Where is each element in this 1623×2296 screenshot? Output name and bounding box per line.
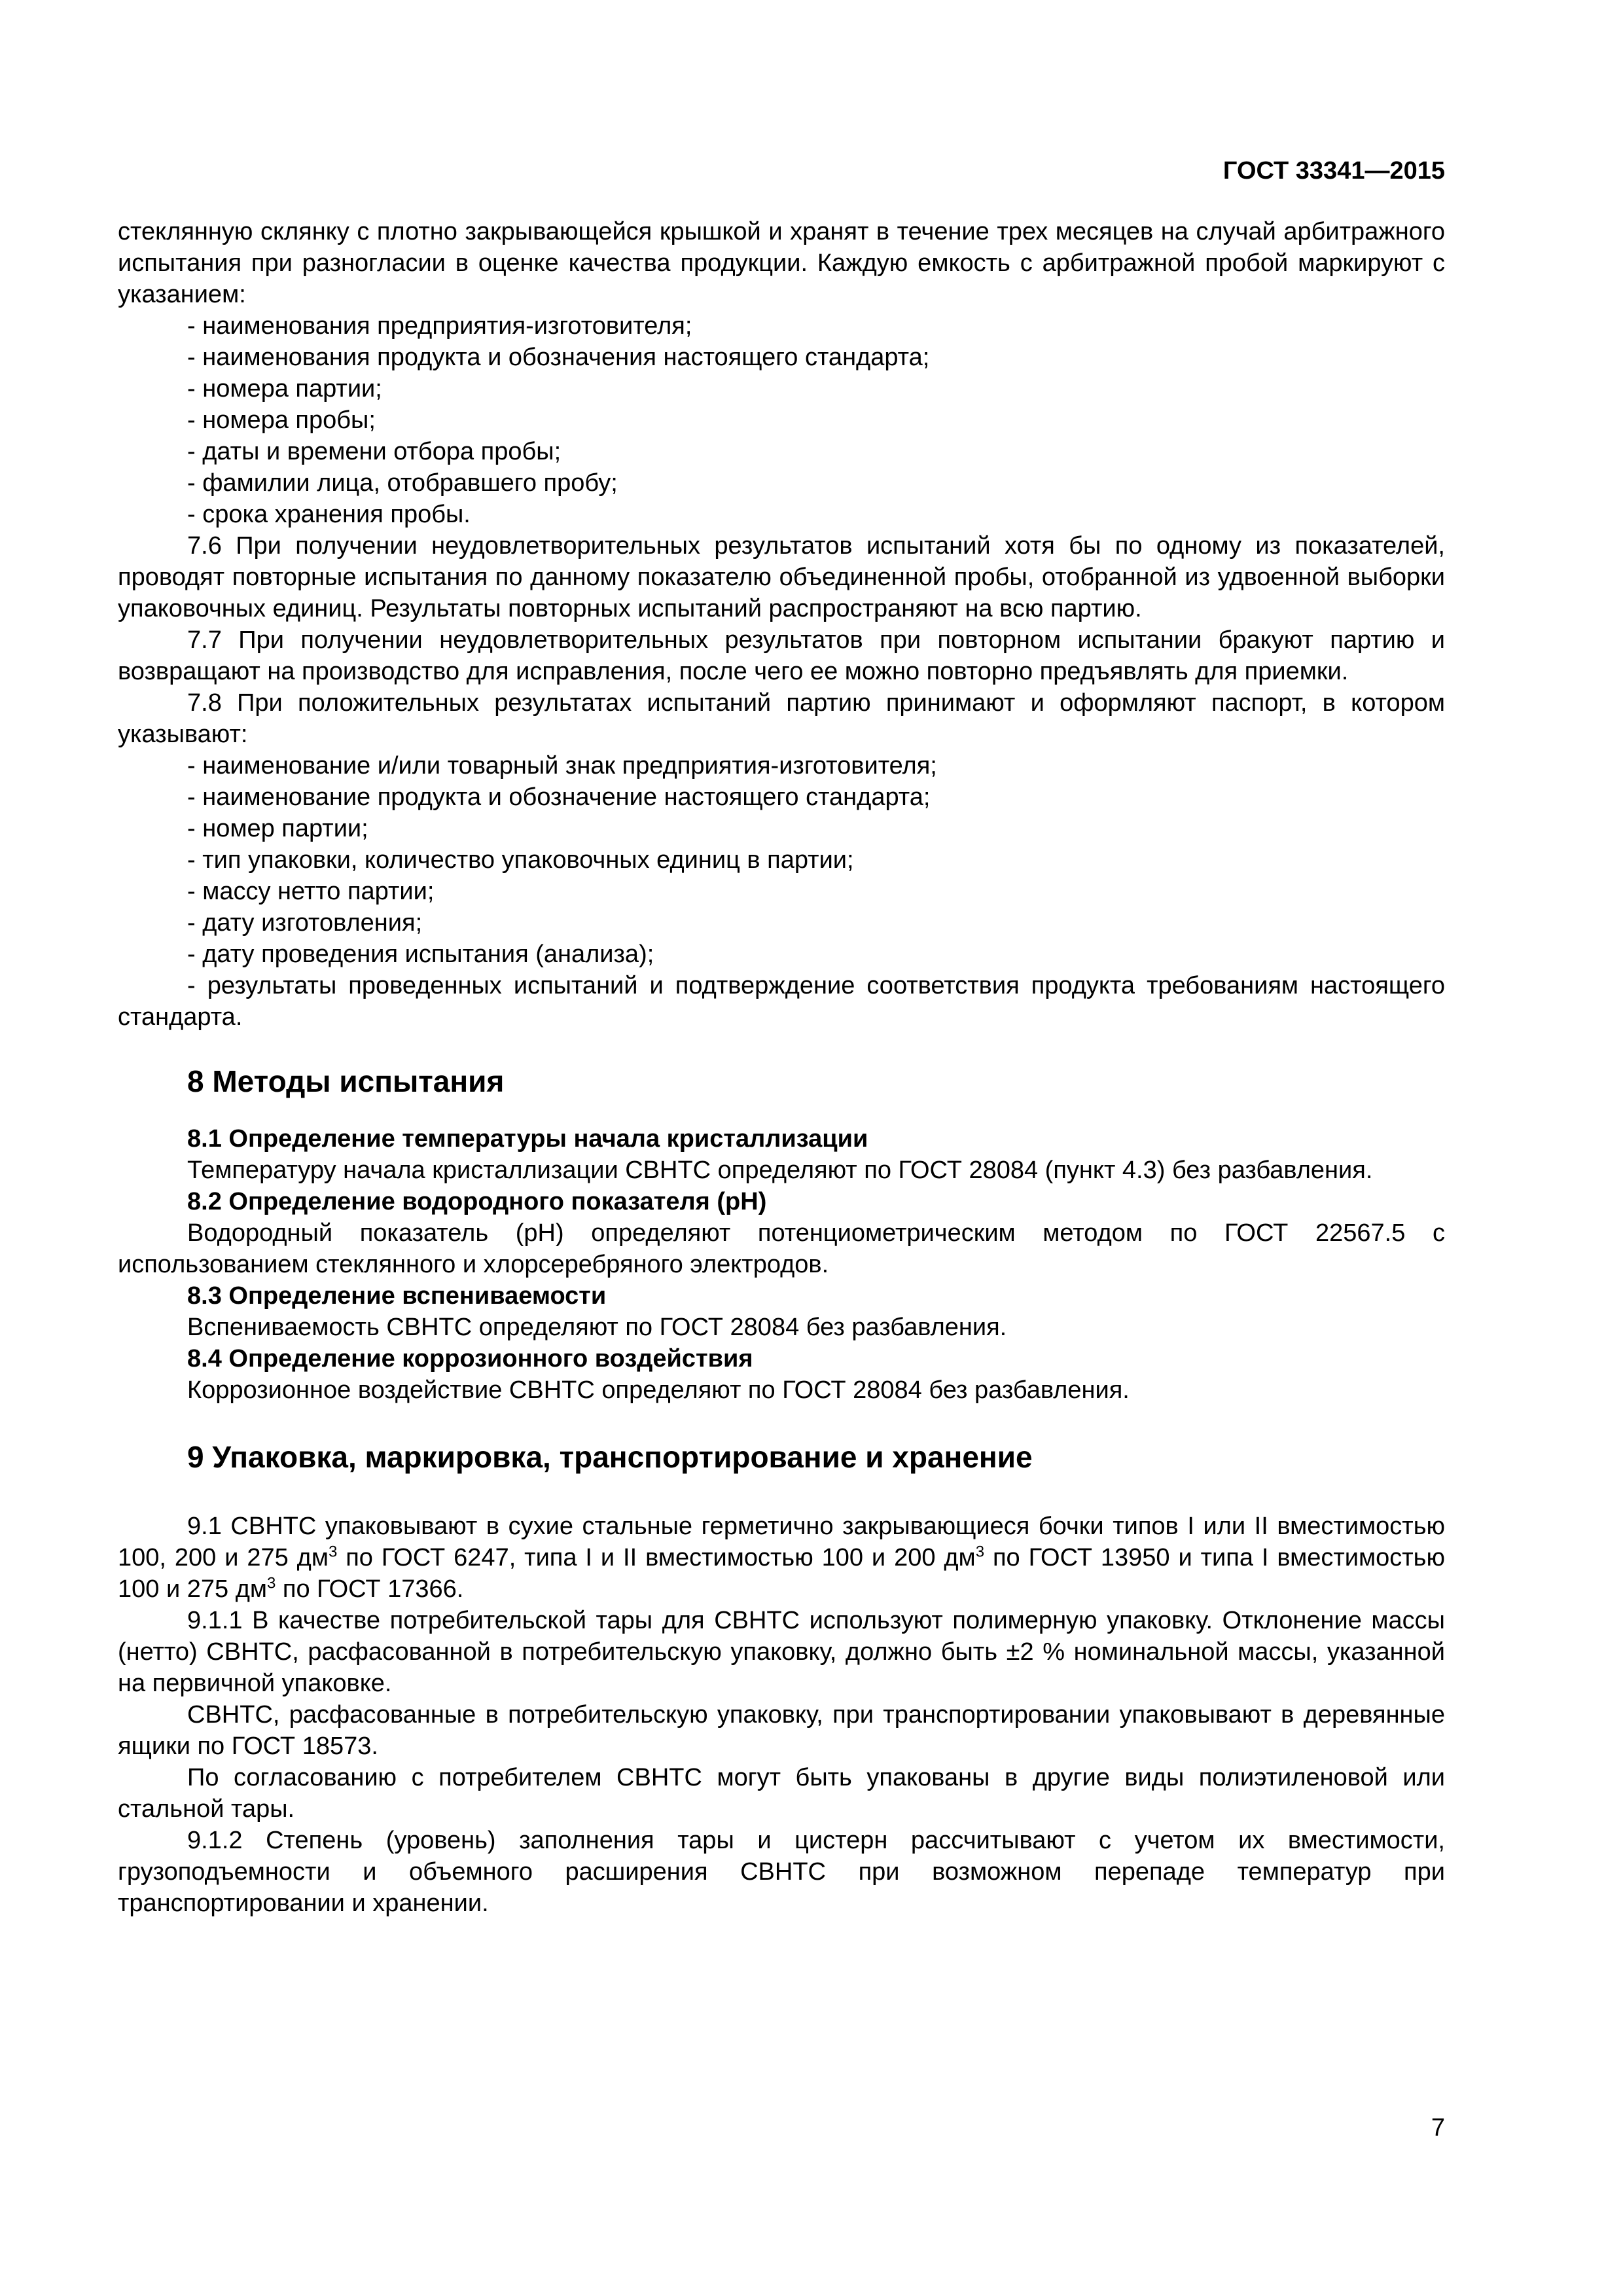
clause-9-1-1: 9.1.1 В качестве потребительской тары для СВНТС используют полимерную упаковку. Отклонение массы (нетто) СВНТС, расфасованной в потребительскую упаковку, должно быть ±2 % номинальной массы, указанной на первичной упаковке. [118, 1607, 1445, 1697]
clause-9-1 [118, 1511, 1445, 1605]
clause-7-7: 7.7 При получении неудовлетворительных результатов при повторном испытании бракуют партию и возвращают на производство для исправления, после чего ее можно повторно предъявлять для приемки. [118, 626, 1445, 685]
subsection-8-2-title: 8.2 Определение водородного показателя (pH) [187, 1188, 767, 1215]
subsection-8-1-text: Температуру начала кристаллизации СВНТС определяют по ГОСТ 28084 (пункт 4.3) без разбавления. [187, 1157, 1373, 1184]
superscript-3: 3 [975, 1543, 985, 1561]
subsection-8-4-text: Коррозионное воздействие СВНТС определяют по ГОСТ 28084 без разбавления. [187, 1376, 1130, 1404]
section-9-title: 9 Упаковка, маркировка, транспортирование и хранение [187, 1440, 1033, 1474]
subsection-8-3-text: Вспениваемость СВНТС определяют по ГОСТ 28084 без разбавления. [187, 1314, 1007, 1341]
list-item: - наименование и/или товарный знак предприятия-изготовителя; [187, 752, 937, 780]
list-item: - номер партии; [187, 815, 368, 842]
superscript-3: 3 [328, 1543, 338, 1561]
clause-9-1-part: по ГОСТ 6247, типа I и II вместимостью 100 и 200 дм [337, 1544, 976, 1571]
paragraph-continuation: стеклянную склянку с плотно закрывающейся крышкой и хранят в течение трех месяцев на случай арбитражного испытания при разногласии в оценке качества продукции. Каждую емкость с арбитражной пробой маркируют с указанием: [118, 218, 1445, 308]
clause-9-1-part: по ГОСТ 17366. [276, 1575, 464, 1603]
paragraph-consumer-packaging: СВНТС, расфасованные в потребительскую упаковку, при транспортировании упаковывают в деревянные ящики по ГОСТ 18573. [118, 1701, 1445, 1760]
list-item: - дату проведения испытания (анализа); [187, 941, 654, 968]
page-body [118, 216, 1445, 1919]
list-item: - наименования предприятия-изготовителя; [187, 312, 692, 340]
sample-label-list [118, 310, 1445, 530]
list-item: - наименование продукта и обозначение настоящего стандарта; [187, 783, 931, 811]
list-item: - дату изготовления; [187, 909, 423, 937]
list-item: - результаты проведенных испытаний и подтверждение соответствия продукта требованиям настоящего стандарта. [118, 972, 1445, 1031]
clause-9-1-part: 9.1 СВНТС упаковывают в сухие стальные герметично закрывающиеся бочки типов I или II вместимостью 100, 200 и 275 дм [118, 1513, 1445, 1571]
list-item: - номера пробы; [187, 406, 376, 434]
clause-7-8: 7.8 При положительных результатах испытаний партию принимают и оформляют паспорт, в котором указывают: [118, 689, 1445, 748]
paragraph-agreement: По согласованию с потребителем СВНТС могут быть упакованы в другие виды полиэтиленовой или стальной тары. [118, 1764, 1445, 1823]
subsection-8-3-title: 8.3 Определение вспениваемости [187, 1282, 607, 1310]
passport-contents-list [118, 750, 1445, 1033]
document-code-header: ГОСТ 33341—2015 [1222, 157, 1445, 185]
list-item: - фамилии лица, отобравшего пробу; [187, 469, 618, 497]
list-item: - массу нетто партии; [187, 878, 435, 905]
list-item: - даты и времени отбора пробы; [187, 438, 562, 465]
superscript-3: 3 [267, 1574, 276, 1592]
subsection-8-4-title: 8.4 Определение коррозионного воздействия [187, 1345, 753, 1372]
section-8-title: 8 Методы испытания [187, 1064, 505, 1098]
clause-9-1-2: 9.1.2 Степень (уровень) заполнения тары и цистерн рассчитывают с учетом их вместимости, грузоподъемности и объемного расширения СВНТС при возможном перепаде температур при транспортировании и хранении. [118, 1827, 1445, 1917]
list-item: - тип упаковки, количество упаковочных единиц в партии; [187, 846, 854, 874]
subsection-8-2-text: Водородный показатель (pH) определяют потенциометрическим методом по ГОСТ 22567.5 с использованием стеклянного и хлорсеребряного электродов. [118, 1219, 1445, 1278]
subsection-8-1-title: 8.1 Определение температуры начала кристаллизации [187, 1125, 868, 1153]
page-number: 7 [1431, 2114, 1445, 2142]
list-item: - наименования продукта и обозначения настоящего стандарта; [187, 344, 930, 371]
list-item: - срока хранения пробы. [187, 501, 471, 528]
clause-7-6: 7.6 При получении неудовлетворительных результатов испытаний хотя бы по одному из показателей, проводят повторные испытания по данному показателю объединенной пробы, отобранной из удвоенной выборки упаковочных единиц. Результаты повторных испытаний распространяют на всю партию. [118, 532, 1445, 622]
list-item: - номера партии; [187, 375, 382, 403]
clause-9-1-part: по ГОСТ 13950 и типа I вместимостью 100 и 275 дм [118, 1544, 1445, 1603]
